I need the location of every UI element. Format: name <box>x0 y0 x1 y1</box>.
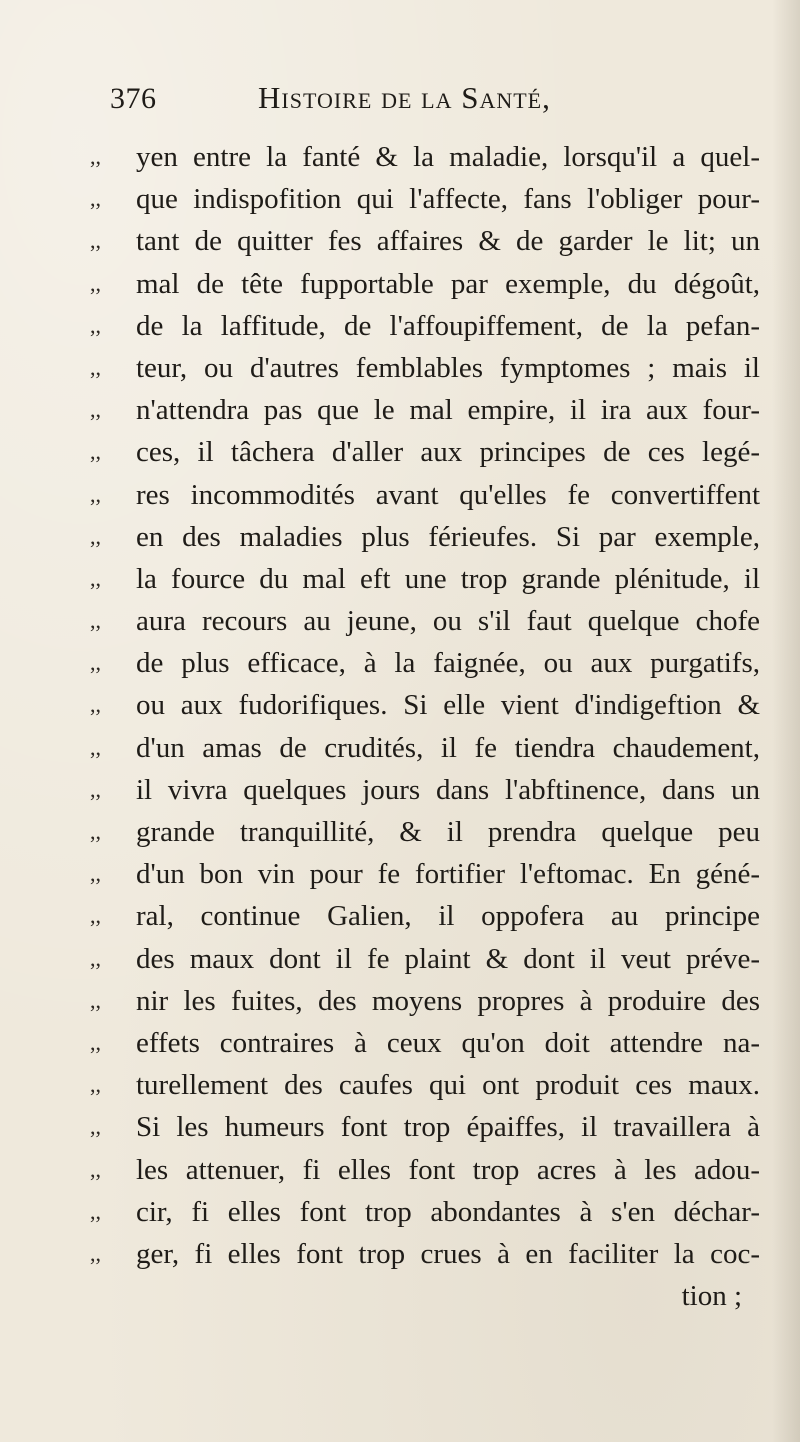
line-text: des maux dont il fe plaint & dont il veut préve- <box>136 942 760 975</box>
text-line <box>90 389 760 431</box>
quotation-mark: ,, <box>90 945 101 971</box>
quotation-mark: ,, <box>90 228 101 254</box>
line-text: que indispofition qui l'affecte, fans l'obliger pour- <box>136 183 760 216</box>
line-text: tant de quitter fes affaires & de garder le lit; un <box>136 225 760 258</box>
text-line <box>90 1064 760 1106</box>
line-text: n'attendra pas que le mal empire, il ira aux four- <box>136 394 760 427</box>
quotation-mark: ,, <box>90 692 101 718</box>
quotation-mark: ,, <box>90 776 101 802</box>
text-line <box>90 347 760 389</box>
quotation-mark: ,, <box>90 186 101 212</box>
line-text: ces, il tâchera d'aller aux principes de ces legé- <box>136 436 760 469</box>
text-line <box>90 727 760 769</box>
text-line <box>90 853 760 895</box>
body-text <box>90 136 760 1317</box>
page-number: 376 <box>110 82 157 115</box>
text-line <box>90 642 760 684</box>
line-text: ou aux fudorifiques. Si elle vient d'indigeftion & <box>136 689 760 722</box>
quotation-mark: ,, <box>90 650 101 676</box>
line-text: les attenuer, fi elles font trop acres à les adou- <box>136 1153 760 1186</box>
line-text: grande tranquillité, & il prendra quelque peu <box>136 816 760 848</box>
line-text: yen entre la fanté & la maladie, lorsqu'il a quel- <box>136 141 760 173</box>
line-text: la fource du mal eft une trop grande plénitude, il <box>136 562 760 595</box>
text-line <box>90 600 760 642</box>
text-line <box>90 220 760 262</box>
line-text: teur, ou d'autres femblables fymptomes ; mais il <box>136 351 760 384</box>
text-line <box>90 263 760 305</box>
text-line <box>90 769 760 811</box>
quotation-mark: ,, <box>90 861 101 887</box>
line-text: ger, fi elles font trop crues à en faciliter la coc- <box>136 1237 760 1270</box>
line-text: nir les fuites, des moyens propres à produire des <box>136 984 760 1017</box>
line-text: mal de tête fupportable par exemple, du dégoût, <box>136 267 760 300</box>
quotation-mark: ,, <box>90 144 101 169</box>
line-text: d'un bon vin pour fe fortifier l'eftomac. En géné- <box>136 858 760 891</box>
quotation-mark: ,, <box>90 565 101 591</box>
text-line <box>90 1022 760 1064</box>
line-text: res incommodités avant qu'elles fe convertiffent <box>136 478 760 511</box>
line-text: de plus efficace, à la faignée, ou aux purgatifs, <box>136 647 760 680</box>
quotation-mark: ,, <box>90 819 101 844</box>
final-line: tion ; <box>681 1280 742 1313</box>
text-line <box>90 474 760 516</box>
text-line <box>90 136 760 178</box>
line-text: Si les humeurs font trop épaiffes, il travaillera à <box>136 1111 760 1144</box>
line-text: effets contraires à ceux qu'on doit attendre na- <box>136 1026 760 1059</box>
line-text: aura recours au jeune, ou s'il faut quelque chofe <box>136 605 760 638</box>
text-line <box>90 684 760 726</box>
text-line <box>90 811 760 853</box>
quotation-mark: ,, <box>90 903 101 929</box>
text-line <box>90 558 760 600</box>
line-text: turellement des caufes qui ont produit ces maux. <box>136 1069 760 1102</box>
text-line <box>90 1106 760 1148</box>
line-text: cir, fi elles font trop abondantes à s'en déchar- <box>136 1195 760 1228</box>
line-text: en des maladies plus férieufes. Si par exemple, <box>136 520 760 553</box>
quotation-mark: ,, <box>90 1072 101 1098</box>
text-line <box>90 895 760 937</box>
text-line <box>90 938 760 980</box>
quotation-mark: ,, <box>90 523 101 549</box>
line-text: il vivra quelques jours dans l'abftinence, dans un <box>136 773 760 806</box>
quotation-mark: ,, <box>90 397 101 423</box>
text-line <box>90 305 760 347</box>
quotation-mark: ,, <box>90 1240 101 1266</box>
line-text: ral, continue Galien, il oppofera au principe <box>136 900 760 933</box>
page-edge-shadow <box>772 0 800 1442</box>
quotation-mark: ,, <box>90 1114 101 1140</box>
quotation-mark: ,, <box>90 1029 101 1055</box>
line-text: de la laffitude, de l'affoupiffement, de la pefan- <box>136 309 760 342</box>
text-line <box>90 980 760 1022</box>
line-text: d'un amas de crudités, il fe tiendra chaudement, <box>136 731 760 764</box>
running-head <box>110 80 710 124</box>
text-line <box>90 1191 760 1233</box>
quotation-mark: ,, <box>90 734 101 760</box>
quotation-mark: ,, <box>90 312 101 338</box>
text-line <box>90 178 760 220</box>
quotation-mark: ,, <box>90 354 101 380</box>
quotation-mark: ,, <box>90 1198 101 1224</box>
quotation-mark: ,, <box>90 608 101 634</box>
quotation-mark: ,, <box>90 1156 101 1182</box>
text-line <box>90 516 760 558</box>
text-line <box>90 1233 760 1275</box>
running-title: Histoire de la Santé, <box>258 80 551 115</box>
quotation-mark: ,, <box>90 481 101 507</box>
text-line <box>90 431 760 473</box>
text-line <box>90 1149 760 1191</box>
quotation-mark: ,, <box>90 987 101 1013</box>
quotation-mark: ,, <box>90 439 101 465</box>
quotation-mark: ,, <box>90 270 101 296</box>
